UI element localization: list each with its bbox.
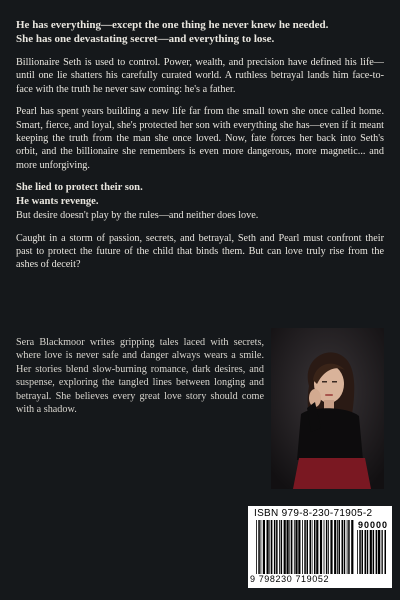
book-blurb — [16, 18, 384, 281]
blurb-paragraph-1: Billionaire Seth is used to control. Power, wealth, and precision have defined his life—until one lie shatters his carefully curated world. A ruthless betrayal lands him face-to-face with the truth he never saw coming: he's a father. — [16, 57, 384, 95]
blurb-paragraph-2: Pearl has spent years building a new life far from the small town she once called home. Smart, fierce, and loyal, she's protected her son with everything she has—even if it meant keeping the truth from the man she once loved. Now, fate forces her back into Seth's orbit, and the billionaire she remembers is even more dangerous, more magnetic... and more unforgiving. — [16, 106, 384, 171]
emphasis-line-1: She lied to protect their son. — [16, 182, 143, 194]
isbn-barcode — [248, 506, 392, 588]
price-code: 90000 — [358, 520, 389, 530]
emphasis-block — [16, 181, 384, 222]
desire-line: But desire doesn't play by the rules—and neither does love. — [16, 210, 259, 222]
barcode-bars — [256, 520, 354, 574]
author-portrait-illustration — [271, 328, 384, 489]
hook-line-1: He has everything—except the one thing he never knew he needed. — [16, 19, 329, 31]
blurb-paragraph-4: Caught in a storm of passion, secrets, and betrayal, Seth and Pearl must confront their past to protect the future of the child that binds them. But can love truly rise from the ashes of deceit? — [16, 232, 384, 271]
author-bio: Sera Blackmoor writes gripping tales laced with secrets, where love is never safe and danger always wears a smile. Her stories blend slow-burning romance, dark desires, and suspense, exploring the tangled lines between longing and betrayal. She believes every great love story should come with a shadow. — [16, 337, 264, 416]
emphasis-line-2: He wants revenge. — [16, 196, 99, 208]
author-photo — [271, 328, 384, 489]
isbn-label: ISBN 979-8-230-71905-2 — [254, 508, 373, 519]
hook — [16, 18, 384, 46]
barcode-digits: 9 798230 719052 — [250, 574, 330, 584]
addon-barcode-bars — [357, 530, 387, 574]
hook-line-2: She has one devastating secret—and everything to lose. — [16, 33, 275, 45]
